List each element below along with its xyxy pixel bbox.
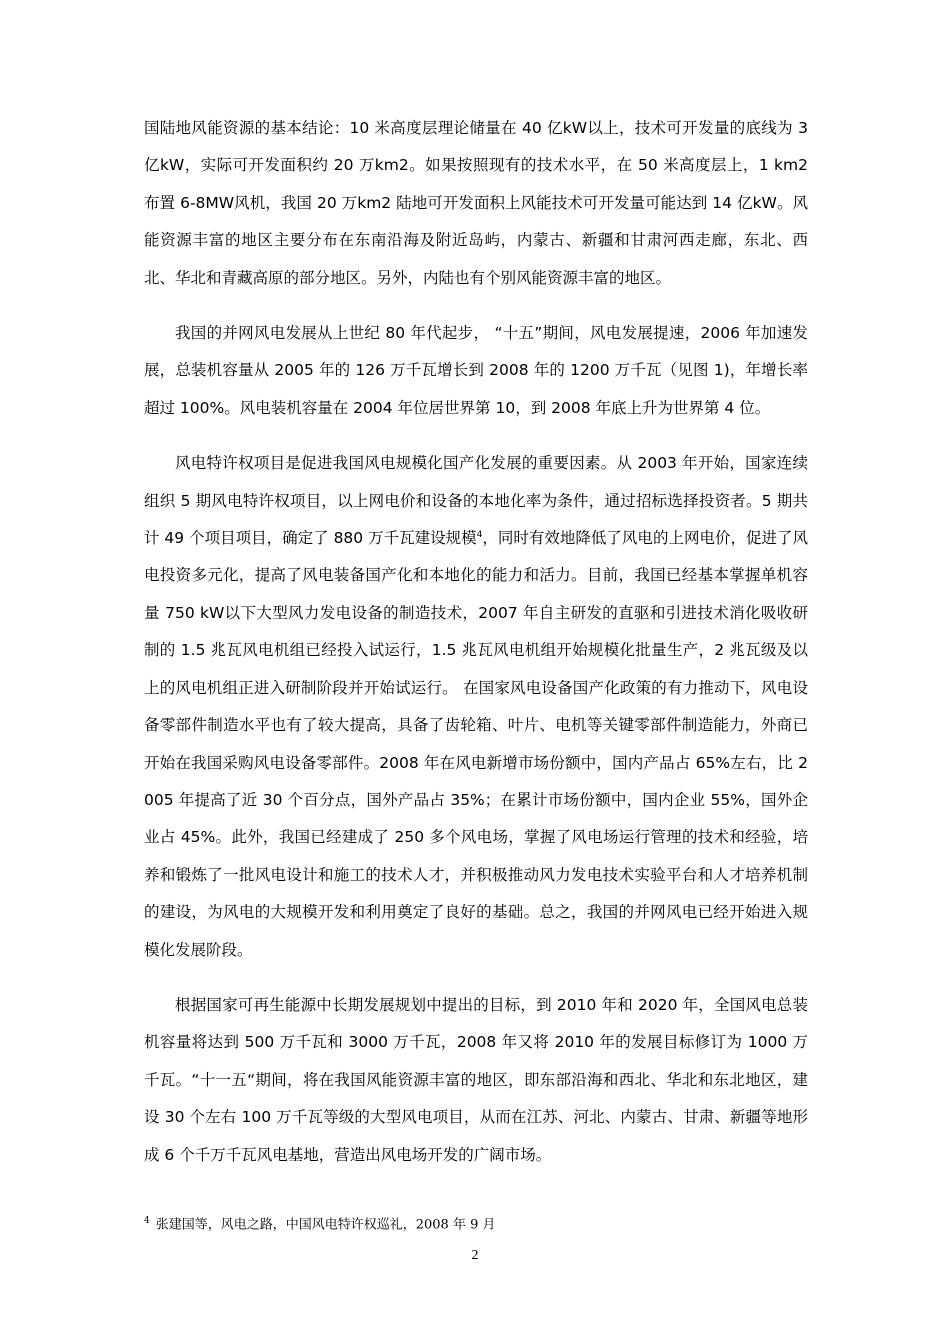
footnote-text: 张建国等，风电之路，中国风电特许权巡礼，2008 年 9 月 [155, 1217, 496, 1233]
footnote-reference[interactable]: 4 [476, 529, 483, 540]
paragraph-development-targets: 根据国家可再生能源中长期发展规划中提出的目标，到 2010 年和 2020 年，全国风电总装机容量将达到 500 万千瓦和 3000 万千瓦，2008 年又将 2010 年的发展目标修订为 1000 万千瓦。“十一五“期间，将在我国风能资源丰富的地区，即东部沿海和西北、华北和东北地区，建设 30 个左右 100 万千瓦等级的大型风电项目，从而在江苏、河北、内蒙古、甘肃、新疆等地形成 6 个千万千瓦风电基地，营造出风电场开发的广阔市场。 [144, 995, 808, 1164]
paragraph-concession-projects [144, 445, 808, 969]
footnote-mark: 4 [144, 1216, 150, 1226]
page-number: 2 [471, 1248, 479, 1263]
paragraph-concession-part-1: 风电特许权项目是促进我国风电规模化国产化发展的重要因素。从 2003 年开始，国家连续组织 5 期风电特许权项目，以上网电价和设备的本地化率为条件，通过招标选择投资者。5 期共计 49 个项目项目，确定了 880 万千瓦建设规模 [144, 454, 808, 548]
body-text [144, 110, 808, 1192]
paragraph-wind-resources: 国陆地风能资源的基本结论：10 米高度层理论储量在 40 亿kW以上，技术可开发量的底线为 3 亿kW，实际可开发面积约 20 万km2。如果按照现有的技术水平，在 50 米高度层上，1 km2 布置 6-8MW风机，我国 20 万km2 陆地可开发面积上风能技术可开发量可能达到 14 亿kW。风能资源丰富的地区主要分布在东南沿海及附近岛屿，内蒙古、新疆和甘肃河西走廊，东北、西北、华北和青藏高原的部分地区。另外，内陆也有个别风能资源丰富的地区。 [144, 119, 808, 287]
paragraph-grid-wind-development: 我国的并网风电发展从上世纪 80 年代起步， “十五”期间，风电发展提速，2006 年加速发展，总装机容量从 2005 年的 126 万千瓦增长到 2008 年的 1200 万千瓦（见图 1)，年增长率超过 100%。风电装机容量在 2004 年位居世界第 10，到 2008 年底上升为世界第 4 位。 [144, 324, 808, 417]
footnote [144, 1212, 808, 1234]
paragraph-concession-part-2: ，同时有效地降低了风电的上网电价，促进了风电投资多元化，提高了风电装备国产化和本地化的能力和活力。目前，我国已经基本掌握单机容量 750 kW以下大型风力发电设备的制造技术，2007 年自主研发的直驱和引进技术消化吸收研制的 1.5 兆瓦风电机组已经投入试运行，1.5 兆瓦风电机组开始规模化批量生产，2 兆瓦级及以上的风电机组正进入研制阶段并开始试运行。 在国家风电设备国产化政策的有力推动下，风电设备零部件制造水平也有了较大提高，具备了齿轮箱、叶片、电机等关键零部件制造能力，外商已开始在我国采购风电设备零部件。2008 年在风电新增市场份额中，国内产品占 65%左右，比 2005 年提高了近 30 个百分点，国外产品占 35%；在累计市场份额中，国内企业 55%，国外企业占 45%。此外，我国已经建成了 250 多个风电场，掌握了风电场运行管理的技术和经验，培养和锻炼了一批风电设计和施工的技术人才，并积极推动风力发电技术实验平台和人才培养机制的建设，为风电的大规模开发和利用奠定了良好的基础。总之，我国的并网风电已经开始进入规模化发展阶段。 [144, 529, 808, 959]
